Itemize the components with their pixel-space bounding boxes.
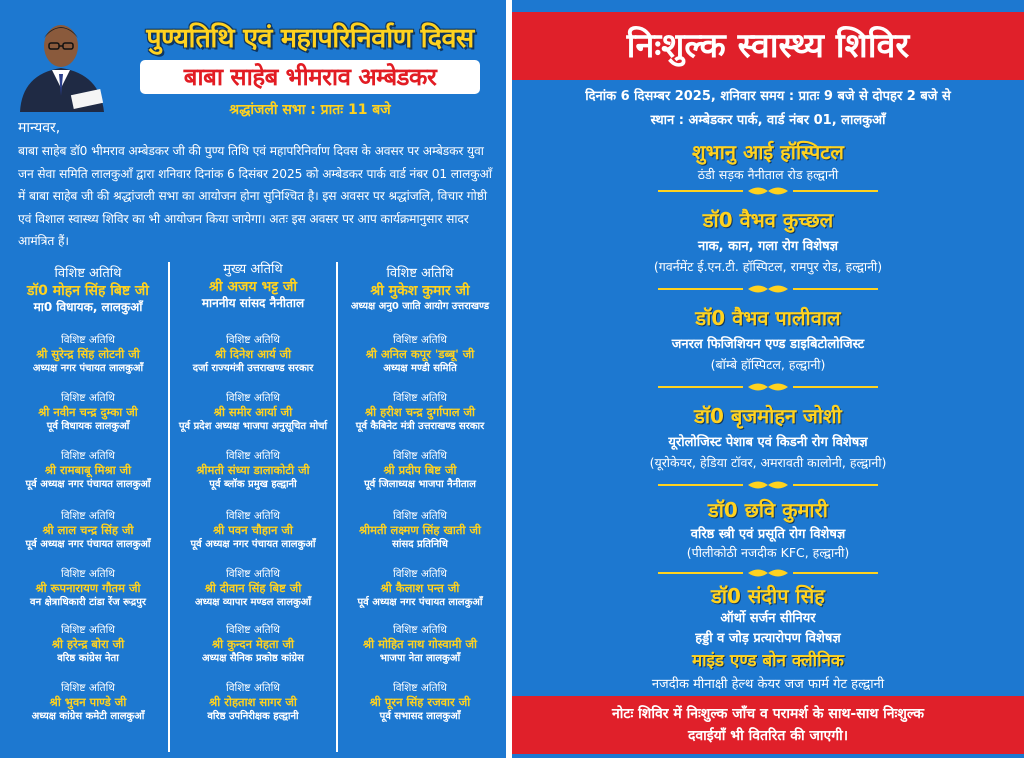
doctor-3-name: डॉ0 बृजमोहन जोशी bbox=[694, 404, 842, 428]
guest-entry bbox=[170, 334, 336, 375]
guest-entry bbox=[338, 568, 502, 609]
guest-entry bbox=[338, 510, 502, 551]
guest-name: श्री पवन चौहान जी bbox=[213, 523, 293, 537]
guest-name: श्री अजय भट्ट जी bbox=[208, 279, 298, 295]
guest-entry bbox=[8, 624, 168, 665]
guest-desc: पूर्व अध्यक्ष नगर पंचायत लालकुआँ bbox=[357, 597, 483, 608]
guest-role: विशिष्ट अतिथि bbox=[392, 568, 448, 580]
intro-paragraph: बाबा साहेब डॉ0 भीमराव अम्बेडकर जी की पुण्य तिथि एवं महापरिनिर्वाण दिवस के अवसर पर अम्बेडकर युवा जन सेवा समिति लालकुआँ द्वारा शनिवार दिनांक 6 दिसंबर 2025 को अम्बेडकर पार्क वार्ड नंबर 01 लालकुआँ में बाबा साहेब जी की श्रद्धांजली सभा का आयोजन होना सुनिश्चित है। इस अवसर पर श्रद्धांजलि, विचार गोष्ठी एवं विशाल स्वास्थ्य शिविर का भी आयोजन किया जायेगा। अतः इस अवसर पर आप कार्यक्रमानुसार सादर आमंत्रित हैं। bbox=[18, 144, 492, 248]
guest-column-2 bbox=[168, 262, 338, 752]
guest-desc: दर्जा राज्यमंत्री उत्तराखण्ड सरकार bbox=[192, 363, 314, 374]
guest-name: श्री रोहताश सागर जी bbox=[209, 695, 297, 709]
guest-name: श्री पूरन सिंह रजवार जी bbox=[369, 695, 471, 709]
event-title: पुण्यतिथि एवं महापरिनिर्वाण दिवस bbox=[146, 23, 474, 54]
guest-name: श्री समीर आर्या जी bbox=[213, 405, 293, 419]
guest-desc: मा0 विधायक, लालकुआँ bbox=[33, 300, 143, 314]
guest-role: विशिष्ट अतिथि bbox=[225, 510, 281, 522]
ornament-divider bbox=[658, 282, 878, 296]
doctor-2-name: डॉ0 वैभव पालीवाल bbox=[695, 306, 841, 330]
hospital-address: ठंडी सड़क नैनीताल रोड हल्द्वानी bbox=[697, 167, 839, 182]
ornament-divider bbox=[658, 184, 878, 198]
guest-role: विशिष्ट अतिथि bbox=[392, 450, 448, 462]
guest-role: विशिष्ट अतिथि bbox=[392, 392, 448, 404]
guest-name: श्री मोहित नाथ गोस्वामी जी bbox=[362, 637, 477, 651]
guest-desc: पूर्व अध्यक्ष नगर पंचायत लालकुआँ bbox=[190, 539, 316, 550]
guest-role: मुख्य अतिथि bbox=[223, 262, 283, 277]
guest-name: श्री कैलाश पन्त जी bbox=[380, 581, 460, 595]
guest-entry bbox=[170, 450, 336, 491]
guest-desc: अध्यक्ष अनु0 जाति आयोग उत्तराखण्ड bbox=[350, 301, 490, 312]
guest-entry bbox=[8, 682, 168, 723]
hospital-name: शुभानु आई हॉस्पिटल bbox=[692, 140, 844, 164]
guest-name: श्री रामबाबू मिश्रा जी bbox=[44, 463, 132, 477]
guest-entry bbox=[170, 682, 336, 723]
guest-name: श्री हरीश चन्द्र दुर्गापाल जी bbox=[364, 405, 476, 419]
doctor-2-address: (बॉम्बे हॉस्पिटल, हल्द्वानी) bbox=[710, 357, 826, 372]
guest-desc: भाजपा नेता लालकुआँ bbox=[379, 653, 461, 664]
salutation: मान्यवर, bbox=[18, 120, 61, 136]
guest-role: विशिष्ट अतिथि bbox=[60, 624, 116, 636]
guest-name: श्री अनिल कपूर 'डब्बू' जी bbox=[365, 347, 475, 361]
doctor-4-specialty: वरिष्ठ स्त्री एवं प्रसूति रोग विशेषज्ञ bbox=[690, 527, 846, 542]
doctor-4-name: डॉ0 छवि कुमारी bbox=[708, 498, 828, 522]
guest-name: श्री दीवान सिंह बिष्ट जी bbox=[204, 581, 302, 595]
guest-role: विशिष्ट अतिथि bbox=[392, 682, 448, 694]
guest-desc: पूर्व विधायक लालकुआँ bbox=[46, 421, 130, 432]
chief-guest-entry bbox=[170, 262, 336, 311]
guest-name: श्री मुकेश कुमार जी bbox=[370, 283, 470, 299]
guest-name: श्री सुरेन्द्र सिंह लोटनी जी bbox=[36, 347, 140, 361]
guest-role: विशिष्ट अतिथि bbox=[225, 682, 281, 694]
guest-entry bbox=[8, 568, 168, 609]
guest-role: विशिष्ट अतिथि bbox=[60, 450, 116, 462]
guest-column-1 bbox=[8, 262, 168, 752]
guest-desc: पूर्व सभासद लालकुआँ bbox=[379, 711, 461, 722]
guest-name: श्रीमती लक्ष्मण सिंह खाती जी bbox=[359, 523, 481, 537]
doctor-4-address: (पीलीकोठी नजदीक KFC, हल्द्वानी) bbox=[686, 545, 850, 560]
doctor-3-address: (यूरोकेयर, हेडिया टॉवर, अमरावती कालोनी, हल्द्वानी) bbox=[649, 455, 887, 470]
doctor-5-specialty-detail: हड्डी व जोड़ प्रत्यारोपण विशेषज्ञ bbox=[695, 631, 841, 646]
guest-name: श्री दिनेश आर्य जी bbox=[214, 347, 292, 361]
guest-desc: पूर्व कैबिनेट मंत्री उत्तराखण्ड सरकार bbox=[355, 421, 485, 432]
note-line-1: नोटः शिविर में निःशुल्क जाँच व परामर्श के साथ-साथ निःशुल्क bbox=[612, 706, 924, 722]
guest-desc: सांसद प्रतिनिधि bbox=[392, 539, 448, 550]
guest-role: विशिष्ट अतिथि bbox=[60, 568, 116, 580]
guest-desc: अध्यक्ष व्यापार मण्डल लालकुआँ bbox=[195, 597, 311, 608]
guest-entry bbox=[170, 392, 336, 433]
guest-role: विशिष्ट अतिथि bbox=[386, 266, 454, 281]
guest-name: श्री भुवन पाण्डे जी bbox=[49, 695, 127, 709]
guest-entry bbox=[170, 510, 336, 551]
guest-name: श्री कुन्दन मेहता जी bbox=[211, 637, 295, 651]
guest-entry bbox=[8, 266, 168, 315]
guest-desc: पूर्व अध्यक्ष नगर पंचायत लालकुआँ bbox=[25, 539, 151, 550]
guest-role: विशिष्ट अतिथि bbox=[392, 624, 448, 636]
guest-entry bbox=[8, 510, 168, 551]
guest-name: श्री रूपनारायण गौतम जी bbox=[35, 581, 141, 595]
guest-role: विशिष्ट अतिथि bbox=[60, 510, 116, 522]
guest-columns bbox=[8, 262, 502, 752]
guest-entry bbox=[170, 568, 336, 609]
guest-entry bbox=[8, 450, 168, 491]
guest-desc: वरिष्ठ कांग्रेस नेता bbox=[57, 653, 119, 664]
doctor-3-specialty: यूरोलोजिस्ट पेशाब एवं किडनी रोग विशेषज्ञ bbox=[668, 435, 868, 450]
guest-desc: वरिष्ठ उपनिरीक्षक हल्द्वानी bbox=[207, 711, 299, 722]
guest-name: डॉ0 मोहन सिंह बिष्ट जी bbox=[27, 283, 149, 299]
doctor-5-name: डॉ0 संदीप सिंह bbox=[711, 584, 825, 608]
right-panel bbox=[512, 0, 1024, 758]
guest-desc: अध्यक्ष सैनिक प्रकोष्ठ कांग्रेस bbox=[202, 653, 304, 664]
doctor-1-specialty: नाक, कान, गला रोग विशेषज्ञ bbox=[698, 239, 838, 254]
guest-role: विशिष्ट अतिथि bbox=[54, 266, 122, 281]
camp-date-time: दिनांक 6 दिसम्बर 2025, शनिवार समय : प्रातः 9 बजे से दोपहर 2 बजे से bbox=[585, 89, 951, 104]
doctor-5-clinic: माइंड एण्ड बोन क्लीनिक bbox=[692, 651, 844, 671]
guest-role: विशिष्ट अतिथि bbox=[225, 450, 281, 462]
guest-name: श्री प्रदीप बिष्ट जी bbox=[383, 463, 457, 477]
guest-entry bbox=[338, 450, 502, 491]
guest-desc: अध्यक्ष कांग्रेस कमेटी लालकुआँ bbox=[31, 711, 145, 722]
guest-entry bbox=[338, 392, 502, 433]
guest-entry bbox=[338, 266, 502, 313]
guest-desc: माननीय सांसद नैनीताल bbox=[201, 296, 305, 310]
guest-role: विशिष्ट अतिथि bbox=[392, 334, 448, 346]
guest-role: विशिष्ट अतिथि bbox=[60, 392, 116, 404]
camp-banner: निःशुल्क स्वास्थ्य शिविर bbox=[512, 12, 1024, 80]
camp-venue: स्थान : अम्बेडकर पार्क, वार्ड नंबर 01, लालकुआँ bbox=[650, 113, 886, 128]
guest-desc: अध्यक्ष नगर पंचायत लालकुआँ bbox=[32, 363, 144, 374]
guest-role: विशिष्ट अतिथि bbox=[60, 334, 116, 346]
guest-desc: पूर्व ब्लॉक प्रमुख हल्द्वानी bbox=[209, 479, 297, 490]
ornament-divider bbox=[658, 380, 878, 394]
guest-role: विशिष्ट अतिथि bbox=[60, 682, 116, 694]
ambedkar-portrait bbox=[12, 12, 110, 112]
ornament-divider bbox=[658, 566, 878, 580]
doctor-5-address: नजदीक मीनाक्षी हेल्थ केयर जज फार्म गेट हल्द्वानी bbox=[651, 677, 885, 692]
guest-entry bbox=[170, 624, 336, 665]
note-line-2: दवाईयाँ भी वितरित की जाएगी। bbox=[687, 728, 849, 744]
doctor-1-address: (गवर्नमेंट ई.एन.टी. हॉस्पिटल, रामपुर रोड, हल्द्वानी) bbox=[653, 259, 883, 274]
guest-desc: वन क्षेत्राधिकारी टांडा रेंज रूद्रपुर bbox=[30, 597, 146, 608]
doctor-5-specialty: ऑर्थो सर्जन सीनियर bbox=[720, 611, 816, 626]
guest-role: विशिष्ट अतिथि bbox=[225, 624, 281, 636]
guest-role: विशिष्ट अतिथि bbox=[225, 392, 281, 404]
sabha-time: श्रद्धांजली सभा : प्रातः 11 बजे bbox=[229, 102, 391, 118]
guest-desc: पूर्व प्रदेश अध्यक्ष भाजपा अनुसूचित मोर्चा bbox=[178, 421, 328, 432]
guest-entry bbox=[8, 334, 168, 375]
guest-name: श्री हरेन्द्र बोरा जी bbox=[51, 637, 125, 651]
guest-desc: अध्यक्ष मण्डी समिति bbox=[383, 363, 457, 374]
guest-role: विशिष्ट अतिथि bbox=[225, 334, 281, 346]
doctor-1-name: डॉ0 वैभव कुच्छल bbox=[702, 208, 834, 232]
guest-entry bbox=[338, 624, 502, 665]
guest-desc: पूर्व अध्यक्ष नगर पंचायत लालकुआँ bbox=[25, 479, 151, 490]
guest-column-3 bbox=[338, 262, 502, 752]
doctor-2-specialty: जनरल फिजिशियन एण्ड डाइबिटोलोजिस्ट bbox=[671, 337, 865, 352]
guest-role: विशिष्ट अतिथि bbox=[392, 510, 448, 522]
camp-note bbox=[512, 696, 1024, 754]
guest-name: श्री नवीन चन्द्र दुम्का जी bbox=[38, 405, 138, 419]
guest-entry bbox=[338, 682, 502, 723]
guest-name: श्री लाल चन्द्र सिंह जी bbox=[42, 523, 134, 537]
guest-role: विशिष्ट अतिथि bbox=[225, 568, 281, 580]
ornament-divider bbox=[658, 478, 878, 492]
event-subtitle: बाबा साहेब भीमराव अम्बेडकर bbox=[140, 60, 480, 94]
guest-entry bbox=[8, 392, 168, 433]
guest-entry bbox=[338, 334, 502, 375]
guest-desc: पूर्व जिलाध्यक्ष भाजपा नैनीताल bbox=[364, 479, 476, 490]
guest-name: श्रीमती संध्या डालाकोटी जी bbox=[196, 463, 310, 477]
